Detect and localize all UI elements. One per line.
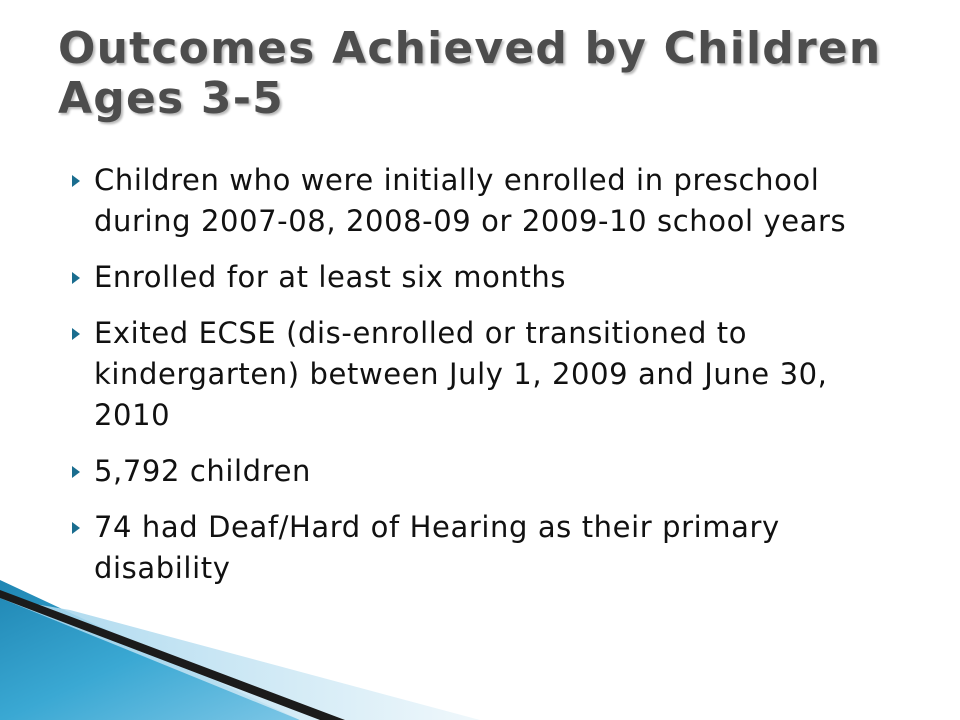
bullet-item	[72, 313, 912, 436]
bullet-text: Enrolled for at least six months	[94, 260, 567, 294]
bullet-text: Exited ECSE (dis-enrolled or transitioned to kindergarten) between July 1, 2009 and June 30, 2010	[94, 316, 828, 432]
triangle-right-icon	[72, 328, 80, 340]
triangle-right-icon	[72, 466, 80, 478]
triangle-right-icon	[72, 522, 80, 534]
bullet-item	[72, 257, 912, 298]
triangle-right-icon	[72, 175, 80, 187]
slide-title: Outcomes Achieved by Children Ages 3-5	[58, 23, 882, 124]
bullet-item	[72, 451, 912, 492]
bullet-text: Children who were initially enrolled in preschool during 2007-08, 2008-09 or 2009-10 school years	[94, 163, 847, 238]
bullet-text: 74 had Deaf/Hard of Hearing as their primary disability	[94, 510, 780, 585]
corner-decoration	[0, 580, 480, 720]
bullet-item	[72, 507, 912, 589]
bullet-list	[72, 160, 912, 604]
bullet-item	[72, 160, 912, 242]
triangle-right-icon	[72, 272, 80, 284]
bullet-text: 5,792 children	[94, 454, 311, 488]
